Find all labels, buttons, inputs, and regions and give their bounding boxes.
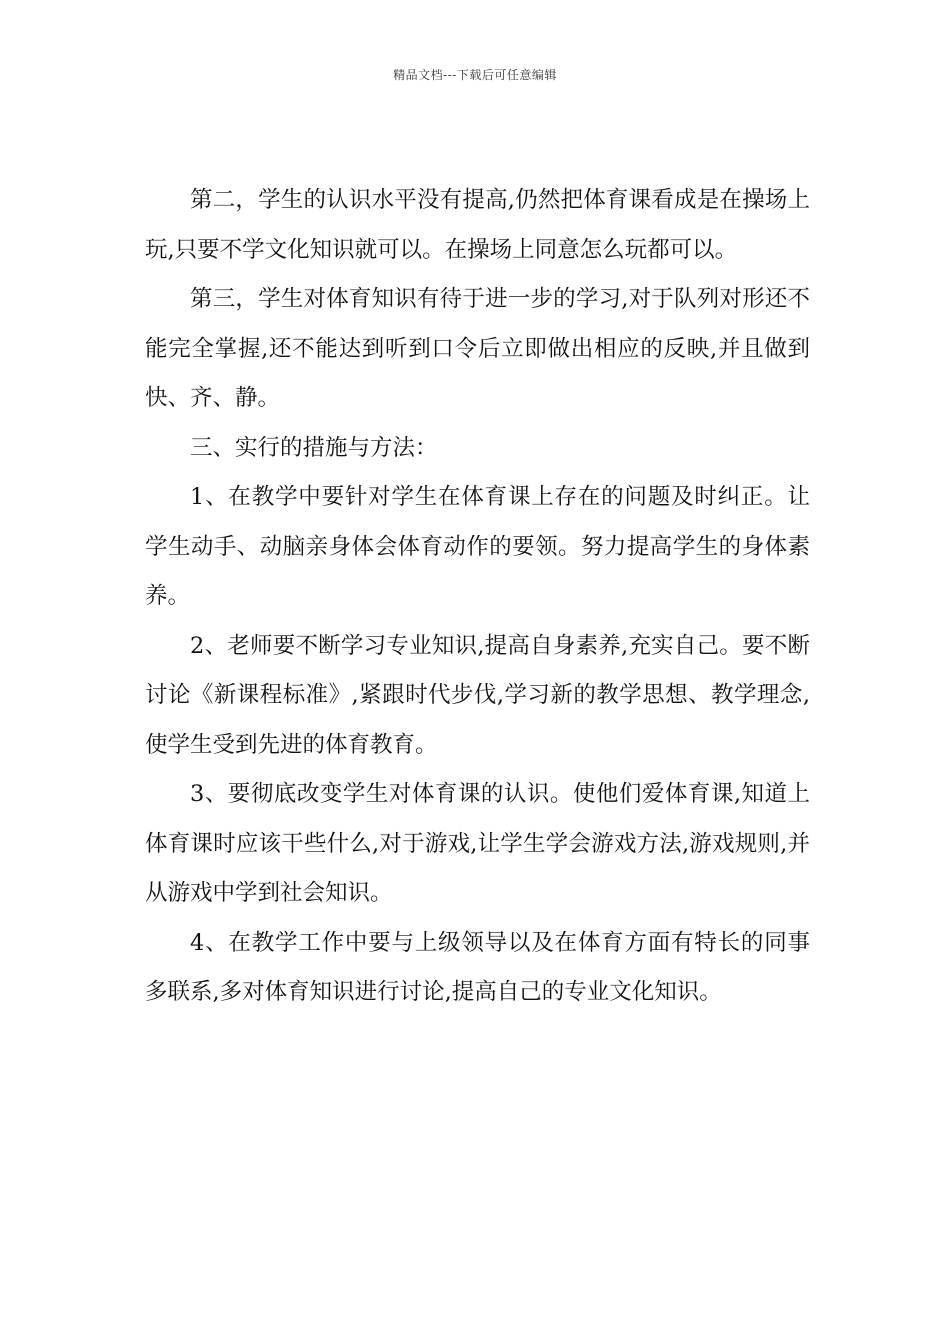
page-header: 精品文档---下载后可任意编辑 <box>393 68 557 82</box>
paragraph: 第三，学生对体育知识有待于进一步的学习,对于队列对形还不能完全掌握,还不能达到听到口令后立即做出相应的反映,并且做到快、齐、静。 <box>145 286 810 411</box>
section-heading: 三、实行的措施与方法： <box>190 434 438 461</box>
paragraph: 4、在教学工作中要与上级领导以及在体育方面有特长的同事多联系,多对体育知识进行讨论,提高自己的专业文化知识。 <box>145 929 810 1005</box>
paragraph: 1、在教学中要针对学生在体育课上存在的问题及时纠正。让学生动手、动脑亲身体会体育动作的要领。努力提高学生的身体素养。 <box>145 484 810 609</box>
document-body <box>145 176 810 1018</box>
paragraph: 2、老师要不断学习专业知识,提高自身素养,充实自己。要不断讨论《新课程标准》,紧跟时代步伐,学习新的教学思想、教学理念,使学生受到先进的体育教育。 <box>145 632 810 758</box>
paragraph: 第二，学生的认识水平没有提高,仍然把体育课看成是在操场上玩,只要不学文化知识就可以。在操场上同意怎么玩都可以。 <box>145 187 810 263</box>
paragraph: 3、要彻底改变学生对体育课的认识。使他们爱体育课,知道上体育课时应该干些什么,对于游戏,让学生学会游戏方法,游戏规则,并从游戏中学到社会知识。 <box>145 781 810 906</box>
